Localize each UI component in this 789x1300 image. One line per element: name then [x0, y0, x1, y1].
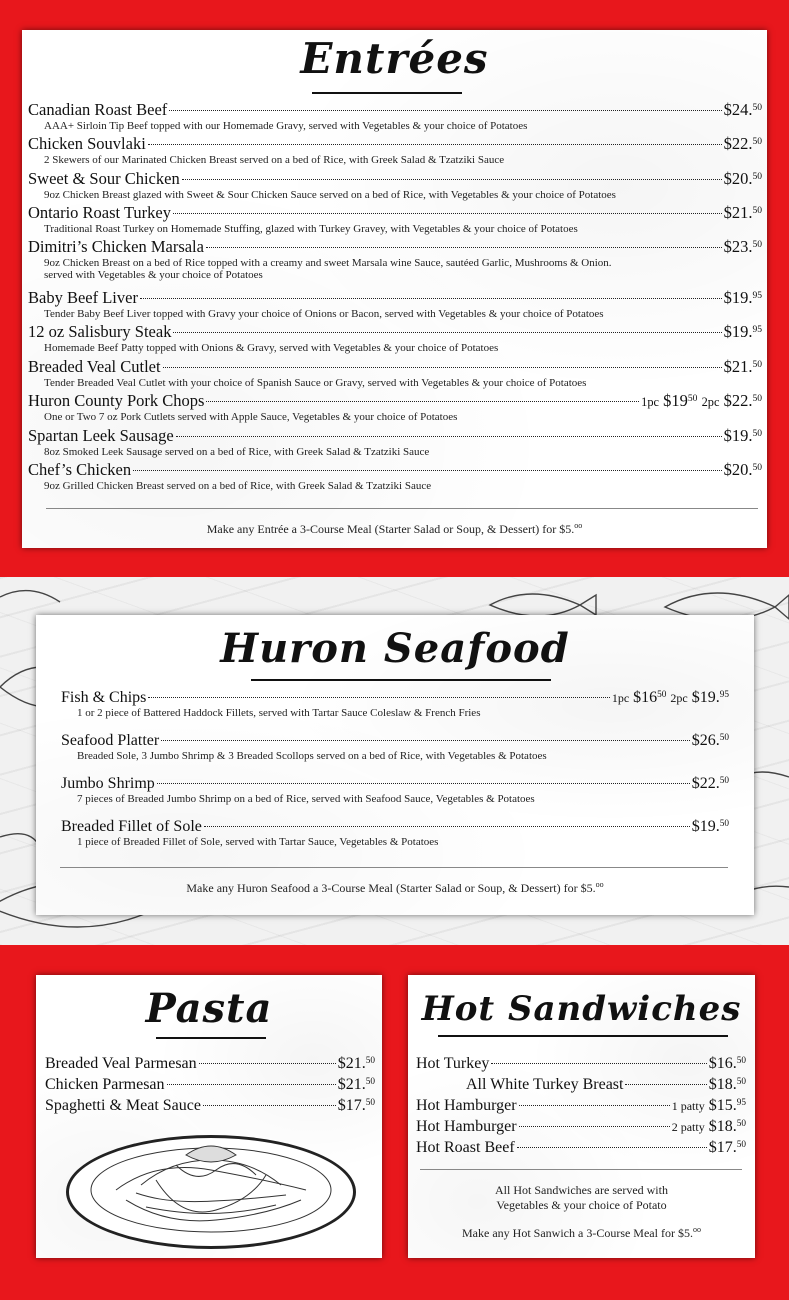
- seafood-title: Huron Seafood: [220, 625, 570, 672]
- entrees-footnote: [22, 521, 767, 537]
- menu-item: [28, 237, 762, 281]
- menu-item-row: [416, 1055, 746, 1073]
- menu-item-price: [724, 100, 762, 120]
- price: $19.: [723, 426, 753, 445]
- entrees-divider: [46, 508, 758, 509]
- menu-item-price: [709, 1139, 746, 1157]
- menu-item-price: [672, 1097, 746, 1115]
- dot-leader: [161, 740, 690, 741]
- menu-item-row: [28, 357, 762, 377]
- dot-leader: [206, 401, 639, 402]
- price-cents: 50: [719, 732, 729, 743]
- menu-item-row: [45, 1055, 375, 1073]
- price-cents: 50: [719, 818, 729, 829]
- menu-item: [61, 732, 729, 762]
- menu-item: [416, 1097, 746, 1115]
- menu-item-price: [692, 775, 729, 793]
- price: $17.: [708, 1139, 737, 1156]
- dot-leader: [173, 213, 722, 214]
- menu-item-name: Breaded Veal Cutlet: [28, 357, 161, 376]
- menu-item-price: [672, 1118, 746, 1136]
- menu-item-price: [724, 460, 762, 480]
- menu-item-row: [61, 732, 729, 750]
- sandwiches-note-3-text: Make any Hot Sanwich a 3-Course Meal for $5.: [462, 1226, 693, 1240]
- dot-leader: [148, 144, 722, 145]
- menu-item-description: One or Two 7 oz Pork Cutlets served with Apple Sauce, Vegetables & your choice of Potatoes: [44, 411, 458, 423]
- dot-leader: [203, 1105, 336, 1106]
- price: $21.: [337, 1076, 366, 1093]
- menu-item-description: 9oz Chicken Breast on a bed of Rice topped with a creamy and sweet Marsala wine Sauce, sautéed Garlic, Mushrooms & Onion.: [44, 257, 612, 269]
- menu-item-price: [724, 322, 762, 342]
- dot-leader: [163, 367, 722, 368]
- entrees-footnote-cents: oo: [574, 521, 583, 530]
- patty-label: 2 patty: [671, 1120, 705, 1134]
- pasta-title-underline: [156, 1037, 266, 1039]
- menu-item: [28, 426, 762, 458]
- price: $21.: [723, 357, 753, 376]
- price-2pc: $22.: [723, 391, 753, 410]
- menu-item: [28, 203, 762, 235]
- dot-leader: [625, 1084, 706, 1085]
- menu-item: [28, 134, 762, 166]
- dot-leader: [182, 179, 722, 180]
- dot-leader: [519, 1105, 670, 1106]
- price: $19.: [723, 322, 753, 341]
- price-cents: 50: [752, 204, 762, 216]
- price-cents: 95: [736, 1097, 746, 1108]
- dot-leader: [206, 247, 722, 248]
- menu-item-row: [61, 689, 729, 707]
- menu-item-description: 9oz Grilled Chicken Breast served on a bed of Rice, with Greek Salad & Tzatziki Sauce: [44, 480, 432, 492]
- menu-item-row: [28, 426, 762, 446]
- patty-label: 1 patty: [671, 1099, 705, 1113]
- menu-item-price: [692, 818, 729, 836]
- menu-item-row: [416, 1118, 746, 1136]
- price-cents: 50: [736, 1076, 746, 1087]
- menu-item-row: [61, 818, 729, 836]
- sandwiches-panel: [408, 975, 755, 1258]
- menu-item-name: Hot Hamburger: [416, 1118, 517, 1135]
- sandwiches-title-underline: [438, 1035, 728, 1037]
- menu-item-description: Tender Baby Beef Liver topped with Gravy your choice of Onions or Bacon, served with Vegetables & your choice of Potatoes: [44, 308, 604, 320]
- menu-item-row: [416, 1097, 746, 1115]
- menu-item-price: [338, 1076, 375, 1094]
- piece-label-1: 1pc: [641, 395, 660, 409]
- menu-item: [28, 288, 762, 320]
- piece-label-2: 2pc: [670, 691, 688, 705]
- menu-item-row: [416, 1139, 746, 1157]
- price: $17.: [337, 1097, 366, 1114]
- price-cents: 95: [752, 323, 762, 335]
- menu-item-name: Chicken Souvlaki: [28, 134, 146, 153]
- price-cents: 50: [736, 1139, 746, 1150]
- menu-item-row: [28, 203, 762, 223]
- menu-item-price: [338, 1055, 375, 1073]
- menu-item-name: Fish & Chips: [61, 689, 147, 706]
- menu-item-price: [692, 732, 729, 750]
- menu-item-description: 7 pieces of Breaded Jumbo Shrimp on a bed of Rice, served with Seafood Sauce, Vegetables & Potatoes: [77, 793, 535, 805]
- price-cents: 50: [719, 775, 729, 786]
- menu-item-row: [416, 1076, 746, 1094]
- price-2pc: $19.: [691, 689, 720, 706]
- menu-item-description: 1 piece of Breaded Fillet of Sole, served with Tartar Sauce, Vegetables & Potatoes: [77, 836, 439, 848]
- menu-item-name: Dimitri’s Chicken Marsala: [28, 237, 204, 256]
- dot-leader: [491, 1063, 706, 1064]
- seafood-footnote-cents: oo: [595, 880, 604, 889]
- menu-item-description: Tender Breaded Veal Cutlet with your choice of Spanish Sauce or Gravy, served with Vegetables & your choice of Potatoes: [44, 377, 587, 389]
- menu-item-row: [28, 169, 762, 189]
- price: $18.: [708, 1118, 737, 1135]
- price-cents-1pc: 50: [687, 392, 698, 404]
- menu-item-price: [724, 237, 762, 257]
- menu-item: [28, 357, 762, 389]
- price: $20.: [723, 460, 753, 479]
- price: $16.: [708, 1055, 737, 1072]
- menu-item-price: [724, 203, 762, 223]
- menu-item-price: [724, 426, 762, 446]
- price-1pc: $16: [633, 689, 658, 706]
- menu-item: [45, 1076, 375, 1094]
- price-cents: 50: [752, 427, 762, 439]
- menu-item-name: Breaded Veal Parmesan: [45, 1055, 197, 1072]
- price-cents: 50: [752, 358, 762, 370]
- seafood-footnote-text: Make any Huron Seafood a 3-Course Meal (Starter Salad or Soup, & Dessert) for $5.: [186, 881, 596, 895]
- seafood-title-underline: [251, 679, 551, 681]
- price-1pc: $19: [663, 391, 688, 410]
- price: $24.: [723, 100, 753, 119]
- dot-leader: [204, 826, 690, 827]
- dot-leader: [169, 110, 721, 111]
- dot-leader: [167, 1084, 336, 1085]
- menu-item-price: [338, 1097, 375, 1115]
- menu-item: [416, 1055, 746, 1073]
- menu-item-name: All White Turkey Breast: [466, 1076, 624, 1093]
- sandwiches-divider: [420, 1169, 742, 1170]
- price: $19.: [723, 288, 753, 307]
- price: $22.: [723, 134, 753, 153]
- menu-item-description: AAA+ Sirloin Tip Beef topped with our Homemade Gravy, served with Vegetables & your choice of Potatoes: [44, 120, 528, 132]
- sandwiches-title: Hot Sandwiches: [421, 989, 742, 1029]
- menu-item-description: Traditional Roast Turkey on Homemade Stuffing, glazed with Turkey Gravey, with Vegetables & your choice of Potatoes: [44, 223, 578, 235]
- dot-leader: [140, 298, 722, 299]
- dot-leader: [519, 1126, 670, 1127]
- menu-item-name: Seafood Platter: [61, 732, 160, 749]
- price: $15.: [708, 1097, 737, 1114]
- price: $22.: [691, 775, 720, 792]
- menu-item-row: [61, 775, 729, 793]
- menu-item: [416, 1139, 746, 1157]
- menu-item-name: Spaghetti & Meat Sauce: [45, 1097, 201, 1114]
- price-cents: 50: [752, 238, 762, 250]
- menu-item-name: Chicken Parmesan: [45, 1076, 165, 1093]
- menu-item-name: Ontario Roast Turkey: [28, 203, 172, 222]
- pasta-panel: [36, 975, 382, 1258]
- menu-item-description: Breaded Sole, 3 Jumbo Shrimp & 3 Breaded Scollops served on a bed of Rice, with Vegetables & Potatoes: [77, 750, 547, 762]
- menu-item-name: Baby Beef Liver: [28, 288, 138, 307]
- price: $20.: [723, 169, 753, 188]
- menu-item-row: [28, 100, 762, 120]
- menu-item: [416, 1118, 746, 1136]
- menu-item-row: [28, 460, 762, 480]
- price-cents-1pc: 50: [657, 689, 667, 700]
- price: $26.: [691, 732, 720, 749]
- menu-item-name: Breaded Fillet of Sole: [61, 818, 202, 835]
- price: $19.: [691, 818, 720, 835]
- menu-item-price: [612, 689, 729, 707]
- sandwiches-note-2: Vegetables & your choice of Potato: [496, 1198, 667, 1212]
- menu-item-description: 8oz Smoked Leek Sausage served on a bed of Rice, with Greek Salad & Tzatziki Sauce: [44, 446, 430, 458]
- menu-item-price: [724, 288, 762, 308]
- seafood-footnote: [36, 880, 754, 896]
- piece-label-2: 2pc: [701, 395, 720, 409]
- menu-item-row: [28, 134, 762, 154]
- price: $18.: [708, 1076, 737, 1093]
- price: $21.: [337, 1055, 366, 1072]
- dot-leader: [176, 436, 722, 437]
- menu-item-price: [709, 1055, 746, 1073]
- dot-leader: [133, 470, 721, 471]
- menu-item: [28, 100, 762, 132]
- price-cents: 50: [752, 170, 762, 182]
- menu-item: [61, 775, 729, 805]
- seafood-divider: [60, 867, 728, 868]
- price-cents: 50: [365, 1076, 375, 1087]
- menu-item: [45, 1055, 375, 1073]
- menu-item-name: Hot Roast Beef: [416, 1139, 515, 1156]
- menu-item-name: Spartan Leek Sausage: [28, 426, 174, 445]
- menu-item-price: [641, 391, 762, 411]
- menu-item: [61, 689, 729, 719]
- entrees-panel: [22, 30, 767, 548]
- price-cents: 50: [365, 1055, 375, 1066]
- price-cents: 50: [752, 101, 762, 113]
- menu-item-row: [45, 1097, 375, 1115]
- menu-item: [28, 391, 762, 423]
- menu-item-name: Chef’s Chicken: [28, 460, 132, 479]
- menu-item-price: [724, 134, 762, 154]
- spaghetti-icon: [66, 1135, 356, 1250]
- price-cents: 50: [736, 1118, 746, 1129]
- menu-item-row: [28, 288, 762, 308]
- piece-label-1: 1pc: [611, 691, 630, 705]
- menu-item-row: [28, 391, 762, 411]
- price: $23.: [723, 237, 753, 256]
- price: $21.: [723, 203, 753, 222]
- menu-item: [28, 322, 762, 354]
- menu-item-name: Canadian Roast Beef: [28, 100, 168, 119]
- price-cents: 50: [752, 135, 762, 147]
- menu-item: [61, 818, 729, 848]
- entrees-title: Entrées: [300, 34, 489, 83]
- menu-item-price: [709, 1076, 746, 1094]
- menu-item-price: [724, 169, 762, 189]
- menu-item-description: 9oz Chicken Breast glazed with Sweet & Sour Chicken Sauce served on a bed of Rice, with Vegetables & your choice of Potatoes: [44, 189, 616, 201]
- dot-leader: [148, 697, 609, 698]
- pasta-title: Pasta: [145, 985, 273, 1032]
- menu-item-name: Huron County Pork Chops: [28, 391, 205, 410]
- dot-leader: [157, 783, 690, 784]
- menu-item-description: Homemade Beef Patty topped with Onions & Gravy, served with Vegetables & your choice of Potatoes: [44, 342, 499, 354]
- spaghetti-plate-illustration: [66, 1135, 356, 1250]
- dot-leader: [517, 1147, 707, 1148]
- price-cents-2pc: 50: [752, 392, 762, 404]
- menu-item-price: [724, 357, 762, 377]
- menu-item-description: 1 or 2 piece of Battered Haddock Fillets, served with Tartar Sauce Coleslaw & French Fries: [77, 707, 481, 719]
- price-cents-2pc: 95: [719, 689, 729, 700]
- price-cents: 50: [736, 1055, 746, 1066]
- menu-item-name: Hot Hamburger: [416, 1097, 517, 1114]
- menu-item-row: [28, 322, 762, 342]
- price-cents: 50: [365, 1097, 375, 1108]
- entrees-title-underline: [312, 92, 462, 94]
- price-cents: 50: [752, 461, 762, 473]
- menu-item: [28, 169, 762, 201]
- menu-item-description: 2 Skewers of our Marinated Chicken Breast served on a bed of Rice, with Greek Salad & Tzatziki Sauce: [44, 154, 505, 166]
- menu-item: [416, 1076, 746, 1094]
- menu-item-name: 12 oz Salisbury Steak: [28, 322, 172, 341]
- seafood-panel: [36, 615, 754, 915]
- sandwiches-note-1: All Hot Sandwiches are served with: [495, 1183, 668, 1197]
- price-cents: 95: [752, 289, 762, 301]
- dot-leader: [199, 1063, 336, 1064]
- menu-item-name: Jumbo Shrimp: [61, 775, 155, 792]
- menu-item: [28, 460, 762, 492]
- menu-item-name: Hot Turkey: [416, 1055, 490, 1072]
- dot-leader: [173, 332, 721, 333]
- menu-item-name: Sweet & Sour Chicken: [28, 169, 180, 188]
- menu-item: [45, 1097, 375, 1115]
- menu-item-row: [45, 1076, 375, 1094]
- menu-item-row: [28, 237, 762, 257]
- sandwiches-note-3-cents: oo: [692, 1225, 701, 1234]
- entrees-footnote-text: Make any Entrée a 3-Course Meal (Starter Salad or Soup, & Dessert) for $5.: [206, 522, 575, 536]
- sandwiches-note-3: [408, 1225, 755, 1241]
- menu-item-description-line2: served with Vegetables & your choice of Potatoes: [44, 269, 263, 281]
